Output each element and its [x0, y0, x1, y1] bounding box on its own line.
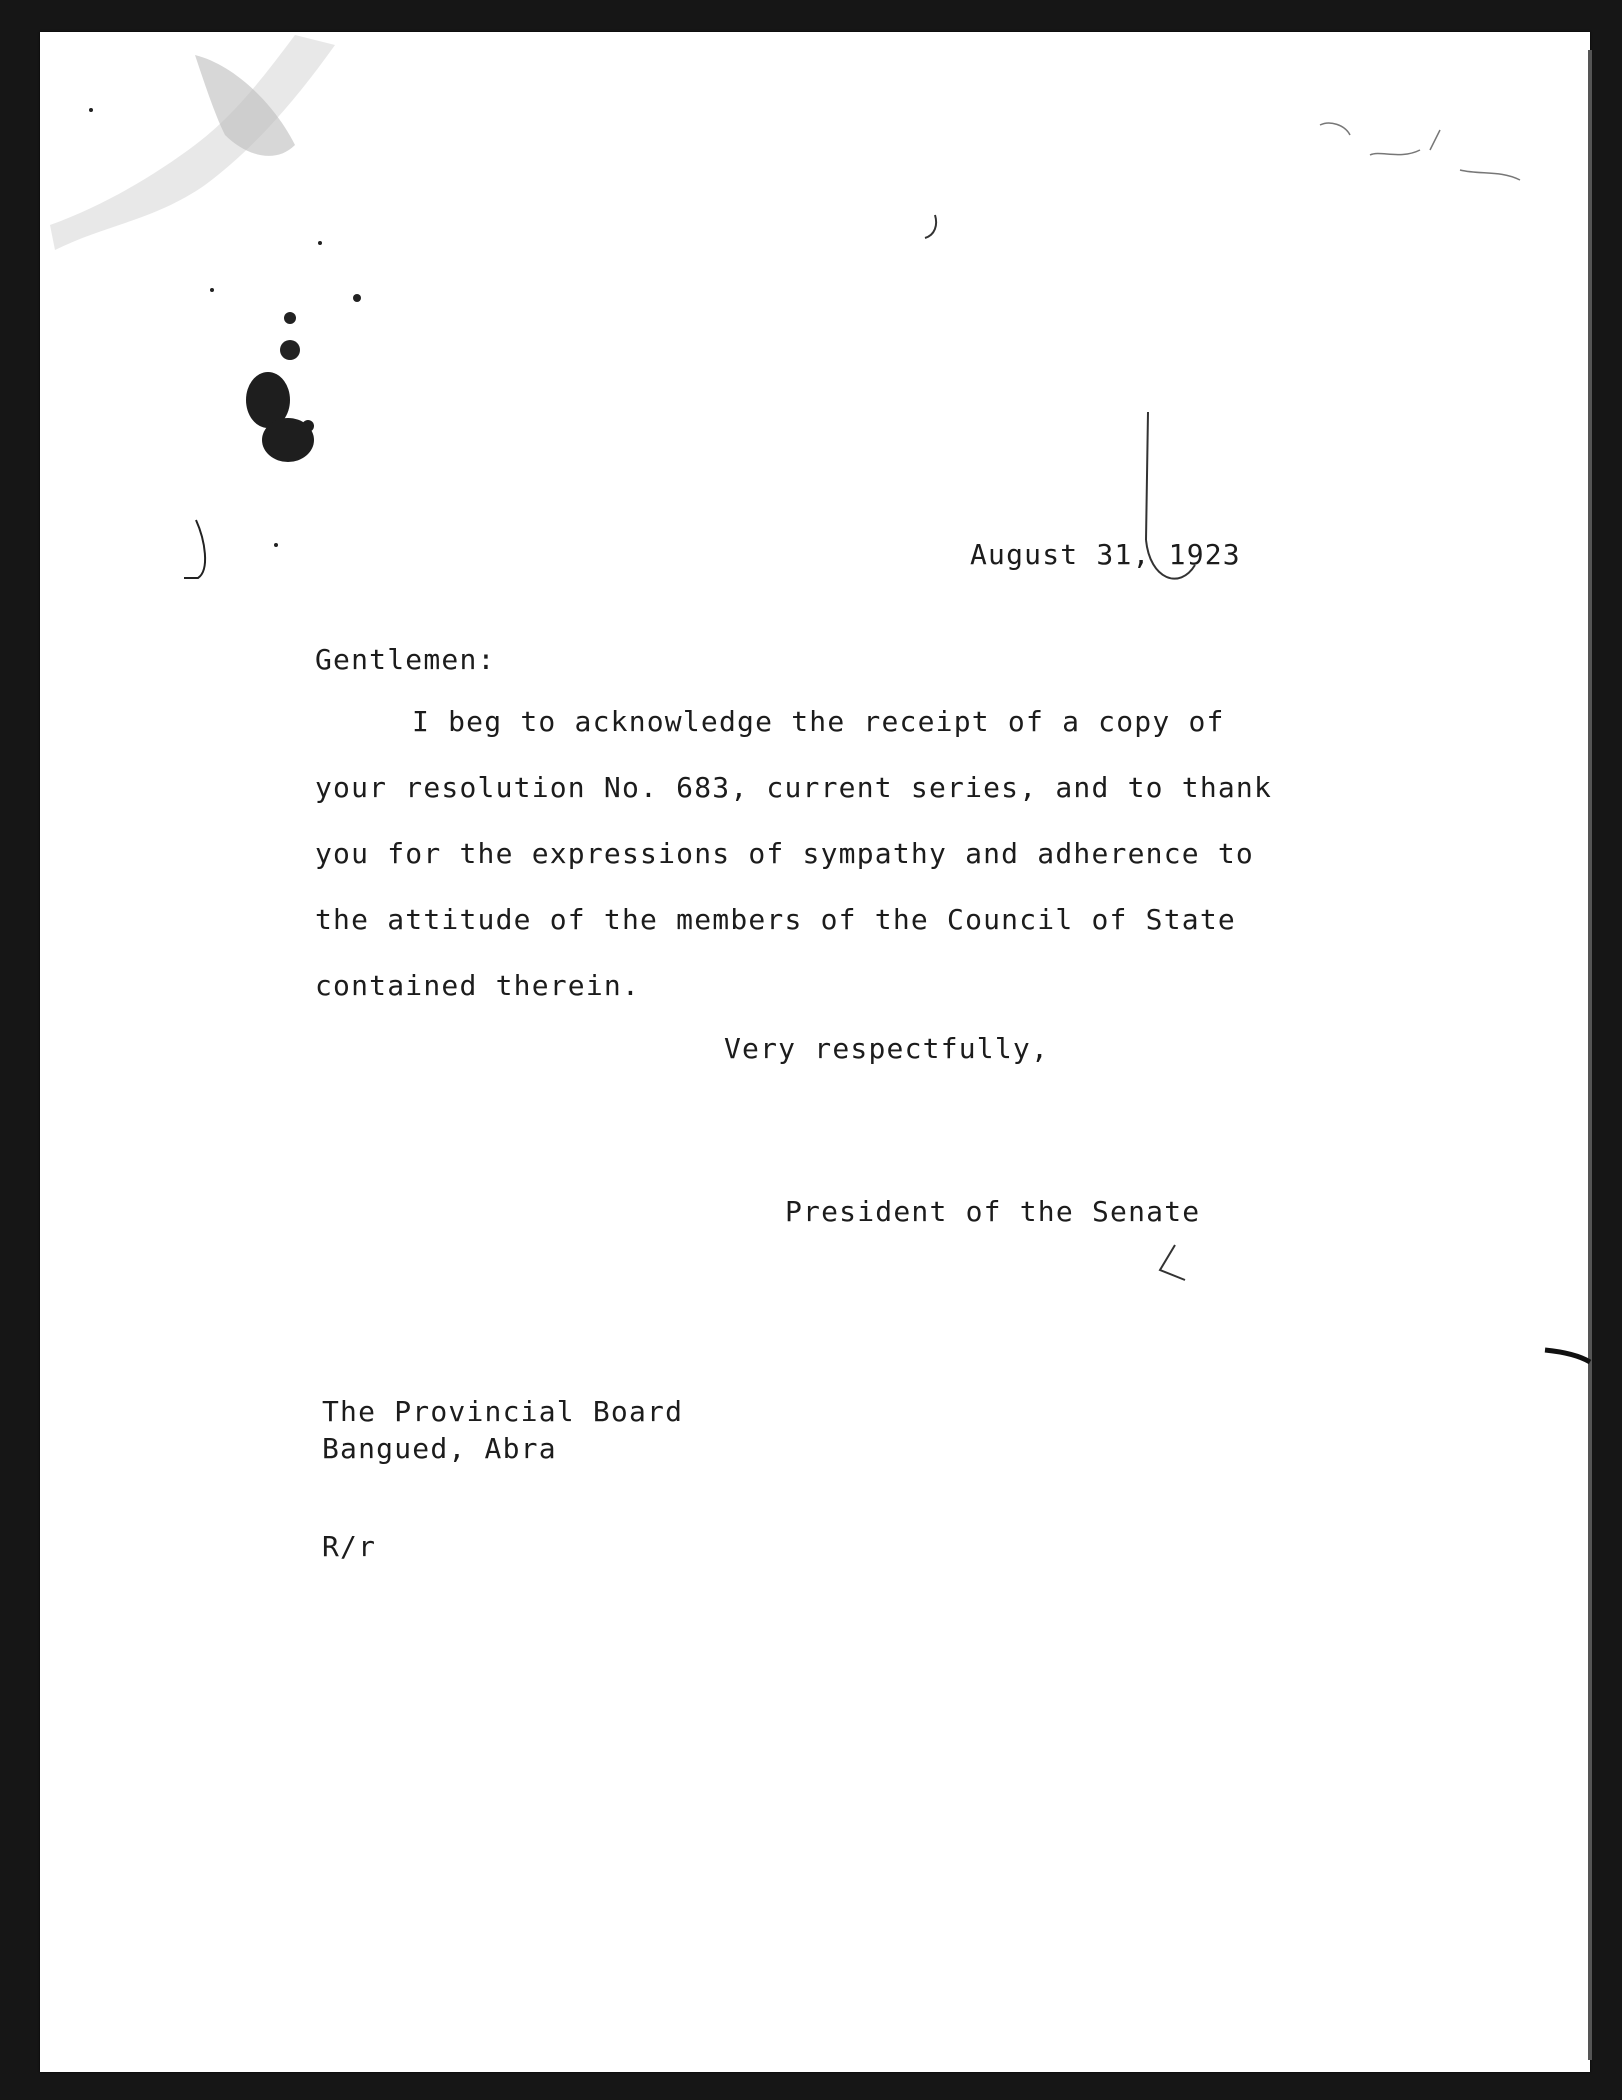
salutation: Gentlemen:: [315, 643, 496, 676]
recipient-line: Bangued, Abra: [322, 1432, 557, 1465]
body-line: you for the expressions of sympathy and adherence to: [315, 837, 1254, 870]
signature-title: President of the Senate: [785, 1195, 1201, 1228]
body-line: contained therein.: [315, 969, 641, 1002]
body-line: the attitude of the members of the Council of State: [315, 903, 1236, 936]
body-line: I beg to acknowledge the receipt of a copy of: [412, 705, 1225, 738]
complimentary-close: Very respectfully,: [724, 1032, 1050, 1065]
letter-date: August 31, 1923: [970, 538, 1241, 571]
recipient-line: The Provincial Board: [322, 1395, 684, 1428]
body-line: your resolution No. 683, current series, and to thank: [315, 771, 1273, 804]
reference-initials: R/r: [322, 1530, 377, 1563]
